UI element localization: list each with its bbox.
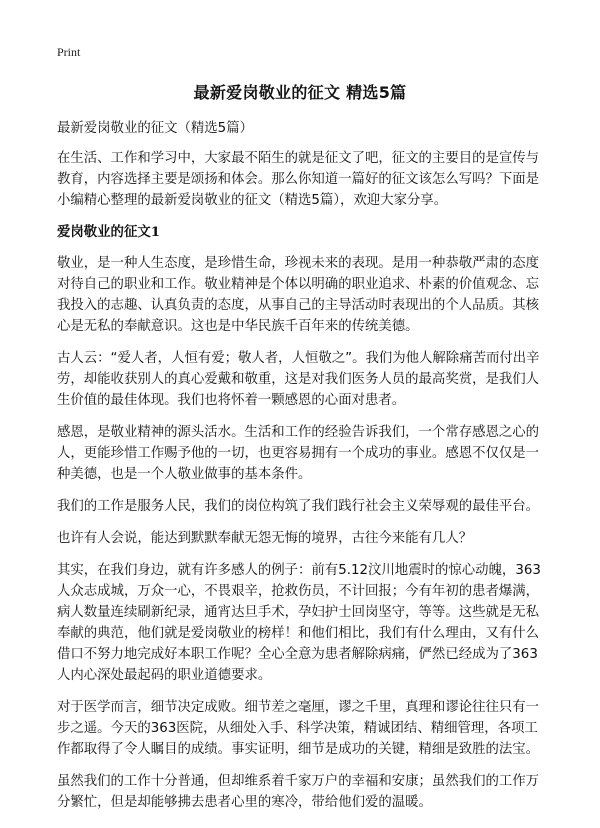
- section-heading: 爱岗敬业的征文1: [57, 224, 161, 240]
- body-paragraph: 其实，在我们身边，就有许多感人的例子：前有5.12汶川地震时的惊心动魄，363人众志成城，万众一心，不畏艰辛，抢救伤员，不计回报；今有年初的患者爆满，病人数量连续刷新纪录，通宵达旦手术，孕妇护士回岗坚守，等等。这些就是无私奉献的典范，他们就是爱岗敬业的榜样！和他们相比，我们有什么理由，又有什么借口不努力地完成好本职工作呢？全心全意为患者解除病痛，俨然已经成为了363人内心深处最起码的职业道德要求。: [57, 563, 541, 683]
- body-paragraph: 虽然我们的工作十分普通，但却维系着千家万户的幸福和安康；虽然我们的工作万分繁忙，但是却能够拂去患者心里的寒冷，带给他们爱的温暖。: [57, 774, 540, 810]
- body-paragraph: 古人云：“爱人者，人恒有爱；敬人者，人恒敬之”。我们为他人解除痛苦而付出辛劳，却能收获别人的真心爱戴和敬重，这是对我们医务人员的最高奖赏，是我们人生价值的最佳体现。我们也将怀着一颗感恩的心面对患者。: [57, 351, 540, 408]
- body-paragraph: 对于医学而言，细节决定成败。细节差之毫厘，谬之千里，真理和谬论往往只有一步之遥。今天的363医院，从细处入手、科学决策，精诚团结、精细管理，各项工作都取得了令人瞩目的成绩。事实证明，细节是成功的关键，精细是致胜的法宝。: [57, 700, 540, 757]
- body-paragraph: 感恩，是敬业精神的源头活水。生活和工作的经验告诉我们，一个常存感恩之心的人，更能珍惜工作赐予他的一切，也更容易拥有一个成功的事业。感恩不仅仅是一种美德，也是一个人敬业做事的基本条件。: [57, 425, 540, 482]
- document-subtitle: 最新爱岗敬业的征文（精选5篇）: [57, 121, 253, 136]
- body-paragraph: 我们的工作是服务人民，我们的岗位构筑了我们践行社会主义荣辱观的最佳平台。: [57, 499, 540, 514]
- print-label: Print: [57, 45, 81, 59]
- body-paragraph: 也许有人会说，能达到默默奉献无怨无悔的境界，古往今来能有几人？: [57, 531, 473, 546]
- intro-paragraph: 在生活、工作和学习中，大家最不陌生的就是征文了吧，征文的主要目的是宣传与教育，内容选择主要是颂扬和体会。那么你知道一篇好的征文该怎么写吗？下面是小编精心整理的最新爱岗敬业的征文（精选5篇），欢迎大家分享。: [57, 151, 540, 208]
- page-title: 最新爱岗敬业的征文 精选5篇: [193, 83, 407, 102]
- body-paragraph: 敬业，是一种人生态度，是珍惜生命，珍视未来的表现。是用一种恭敬严肃的态度对待自己的职业和工作。敬业精神是个体以明确的职业追求、朴素的价值观念、忘我投入的志趣、认真负责的态度，从事自己的主导活动时表现出的个人品质。其核心是无私的奉献意识。这也是中华民族千百年来的传统美德。: [57, 256, 540, 334]
- document-body: [57, 118, 549, 824]
